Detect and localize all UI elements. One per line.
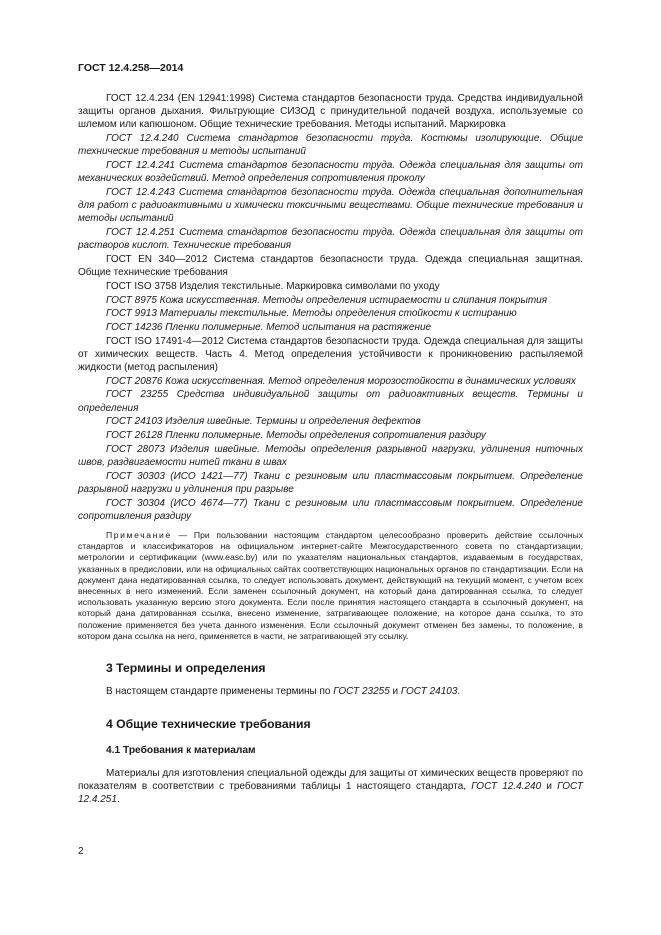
reference-item: ГОСТ 28073 Изделия швейные. Методы определения разрывной нагрузки, удлинения ниточных швов, раздвигаемости нитей ткани в швах (78, 443, 583, 468)
reference-item: ГОСТ ISO 3758 Изделия текстильные. Маркировка символами по уходу (106, 280, 440, 292)
document-body (78, 92, 583, 807)
standard-reference: ГОСТ 12.4.240 (471, 781, 542, 793)
paragraph-text: Материалы для изготовления специальной одежды для защиты от химических веществ проверяют по показателям в соответствии с требованиями таблицы 1 настоящего стандарта, (78, 767, 583, 793)
reference-item: ГОСТ 12.4.234 (EN 12941:1998) Система стандартов безопасности труда. Средства индивидуальной защиты органов дыхания. Фильтрующие СИЗОД с принудительной подачей воздуха, используемые со шлемом или капюшоном. Общие технические требования. Методы испытаний. Маркировка (78, 93, 583, 131)
paragraph-text: В настоящем стандарте применены термины по (106, 686, 334, 698)
normative-references-list (78, 92, 583, 523)
reference-item: ГОСТ 20876 Кожа искусственная. Метод определения морозостойкости в динамических условиях (106, 375, 576, 387)
reference-item: ГОСТ 14236 Пленки полимерные. Метод испытания на растяжение (106, 321, 432, 333)
section-3-paragraph (78, 685, 583, 698)
reference-item: ГОСТ 8975 Кожа искусственная. Методы определения истираемости и слипания покрытия (106, 294, 548, 306)
reference-item: ГОСТ 24103 Изделия швейные. Термины и определения дефектов (106, 416, 421, 428)
paragraph-text: . (457, 686, 461, 698)
reference-item: ГОСТ 12.4.251 Система стандартов безопасности труда. Одежда специальная для защиты от растворов кислот. Технические требования (78, 227, 583, 252)
section-4-heading: 4 Общие технические требования (106, 717, 311, 732)
standard-reference: ГОСТ 12.4.251 (78, 781, 583, 806)
note-label: Примечание (106, 530, 172, 540)
reference-item: ГОСТ 12.4.243 Система стандартов безопасности труда. Одежда специальная дополнительная для работ с радиоактивными и химически токсичными веществами. Общие технические требования и методы испытаний (78, 186, 583, 225)
note-paragraph (78, 530, 583, 642)
reference-item: ГОСТ 30303 (ИСО 1421—77) Ткани с резиновым или пластмассовым покрытием. Определение разрывной нагрузки и удлинения при разрыве (78, 470, 583, 495)
reference-item: ГОСТ 9913 Материалы текстильные. Методы определения стойкости к истиранию (106, 308, 517, 320)
standard-reference: ГОСТ 23255 (333, 686, 390, 698)
reference-item: ГОСТ 12.4.241 Система стандартов безопасности труда. Одежда специальная для защиты от механических воздействий. Метод определения сопротивления проколу (78, 160, 583, 185)
reference-item: ГОСТ ISO 17491-4—2012 Система стандартов безопасности труда. Одежда специальная для защиты от химических веществ. Часть 4. Метод определения устойчивости к проникновению распыляемой жидкости (метод распыления) (78, 335, 583, 374)
paragraph-text: . (116, 794, 120, 806)
reference-item: ГОСТ 30304 (ИСО 4674—77) Ткани с резиновым или пластмассовым покрытием. Определение сопротивления раздиру (78, 497, 583, 522)
section-3-heading: 3 Термины и определения (106, 661, 266, 676)
section-4-1-paragraph (78, 767, 583, 807)
paragraph-text: и (541, 781, 558, 793)
paragraph-text: и (389, 686, 401, 698)
subsection-4-1-heading: 4.1 Требования к материалам (106, 744, 256, 756)
reference-item: ГОСТ EN 340—2012 Система стандартов безопасности труда. Одежда специальная защитная. Общие технические требования (78, 253, 583, 279)
standard-reference: ГОСТ 24103 (400, 686, 458, 698)
reference-item: ГОСТ 26128 Пленки полимерные. Методы определения сопротивления раздиру (106, 430, 486, 442)
document-header: ГОСТ 12.4.258—2014 (78, 62, 184, 74)
reference-item: ГОСТ 12.4.240 Система стандартов безопасности труда. Костюмы изолирующие. Общие технические требования и методы испытаний (78, 133, 583, 158)
page-number: 2 (78, 846, 84, 857)
reference-item: ГОСТ 23255 Средства индивидуальной защиты от радиоактивных веществ. Термины и определения (78, 389, 583, 414)
note-text: — При пользовании настоящим стандартом целесообразно проверить действие ссылочных стандартов и классификаторов на официальном интернет-сайте Межгосударственного совета по стандартизации, метрологии и сертификации (www.easc.by) или по указателям национальных стандартов, издаваемым в государствах, указанных в предисловии, или на официальных сайтах соответствующих национальных органов по стандартизации. Если на документ дана недатированная ссылка, то следует использовать документ, действующий на текущий момент, с учетом всех внесенных в него изменений. Если заменен ссылочный документ, на который дана датированная ссылка, то следует использовать указанную версию этого документа. Если после принятия настоящего стандарта в ссылочный документ, на который дана датированная ссылка, внесено изменение, затрагивающее положение, на которое дана ссылка, то это положение применяется без учета данного изменения. Если ссылочный документ отменен без замены, то положение, в котором дана ссылка на него, применяется в части, не затрагивающей эту ссылку. (78, 530, 583, 641)
